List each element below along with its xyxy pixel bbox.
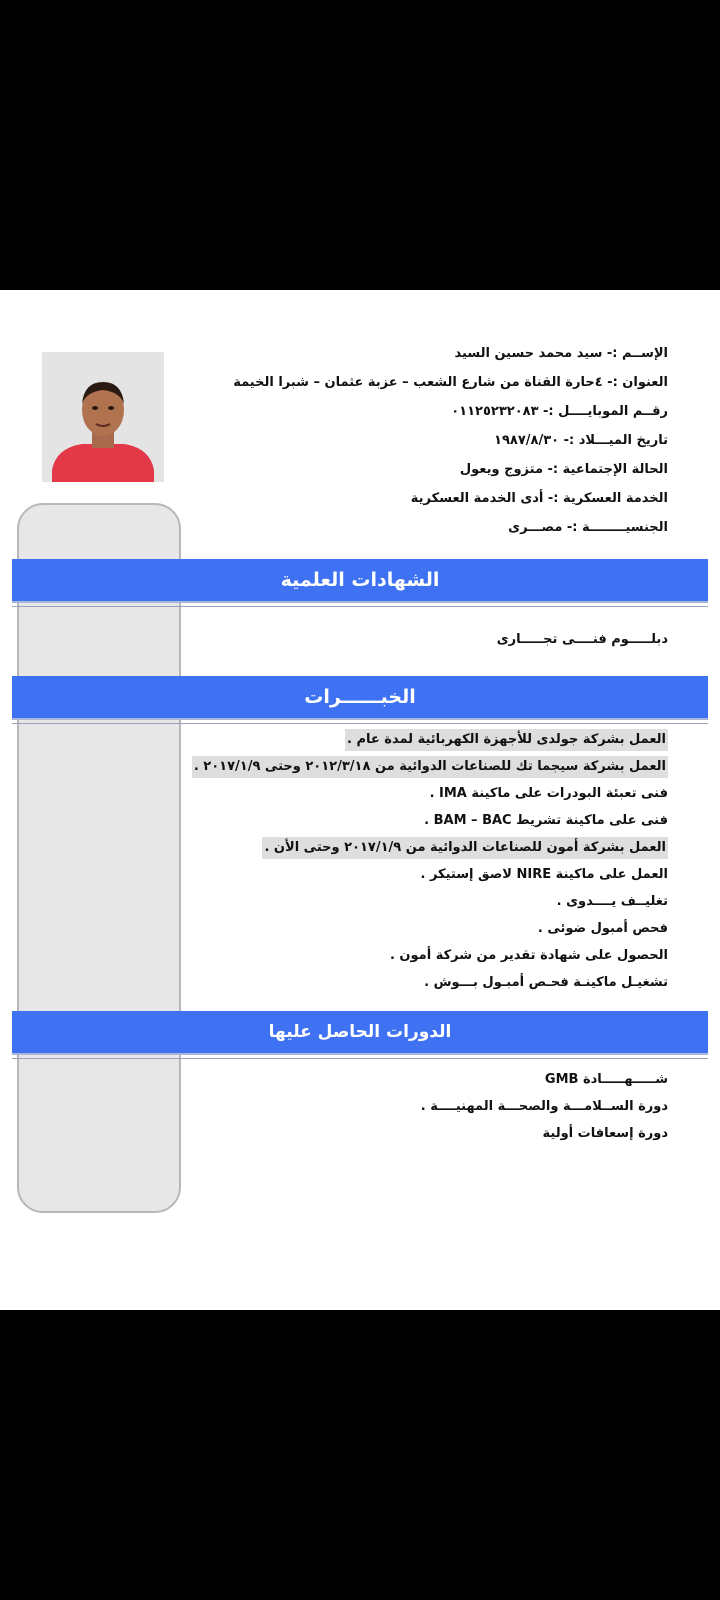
military-service-line: الخدمة العسكرية :- أدى الخدمة العسكرية (410, 491, 668, 506)
name-line: الإســم :- سيد محمد حسين السيد (454, 346, 668, 361)
courses-header (12, 1011, 708, 1055)
experience-title: الخبــــــرات (304, 686, 416, 708)
courses-title: الدورات الحاصل عليها (268, 1022, 452, 1042)
certificate-item: دبلـــــوم فنــــى تجـــــارى (496, 632, 668, 647)
section-divider (12, 1058, 708, 1059)
sidebar-box (17, 503, 181, 1213)
experience-item: فحص أمبول ضوئى . (537, 921, 668, 936)
nationality-line: الجنسيــــــــة :- مصـــرى (508, 520, 668, 535)
course-item: دورة إسعافات أولية (542, 1126, 668, 1141)
experience-header (12, 676, 708, 720)
marital-status-line: الحالة الإجتماعية :- متزوج ويعول (459, 462, 668, 477)
experience-item: العمل بشركة سيجما تك للصناعات الدوائية من ٢٠١٢/٣/١٨ وحتى ٢٠١٧/١/٩ . (192, 756, 668, 778)
experience-item: العمل بشركة جولدى للأجهزة الكهربائية لمدة عام . (345, 729, 668, 751)
section-divider (12, 606, 708, 607)
section-divider (12, 723, 708, 724)
experience-item: تشغيـل ماكينـة فحـص أمبـول بـــوش . (424, 975, 668, 990)
certificates-title: الشهادات العلمية (280, 569, 440, 591)
experience-item: العمل على ماكينة NIRE لاصق إستيكر . (420, 867, 668, 882)
mobile-line: رقــم الموبايــــل :- ٠١١٢٥٢٣٢٠٨٣ (451, 404, 668, 419)
cv-page (0, 290, 720, 1310)
experience-item: فنى تعبئة البودرات على ماكينة IMA . (429, 786, 668, 801)
experience-item: العمل بشركة أمون للصناعات الدوائية من ٢٠١٧/١/٩ وحتى الأن . (262, 837, 668, 859)
birth-date-line: تاريخ الميـــلاد :- ١٩٨٧/٨/٣٠ (494, 433, 668, 448)
course-item: شـــــهـــــادة GMB (544, 1072, 668, 1087)
experience-item: فنى على ماكينة تشريط BAM – BAC . (424, 813, 668, 828)
certificates-header (12, 559, 708, 603)
address-line: العنوان :- ٤حارة القناة من شارع الشعب – عزبة عثمان – شبرا الخيمة (233, 375, 668, 390)
experience-item: الحصول على شهادة تقدير من شركة أمون . (389, 948, 668, 963)
course-item: دورة الســلامـــة والصحـــة المهنيــــة . (420, 1099, 668, 1114)
profile-photo (42, 352, 164, 482)
experience-item: تغليــف يــــدوى . (556, 894, 668, 909)
